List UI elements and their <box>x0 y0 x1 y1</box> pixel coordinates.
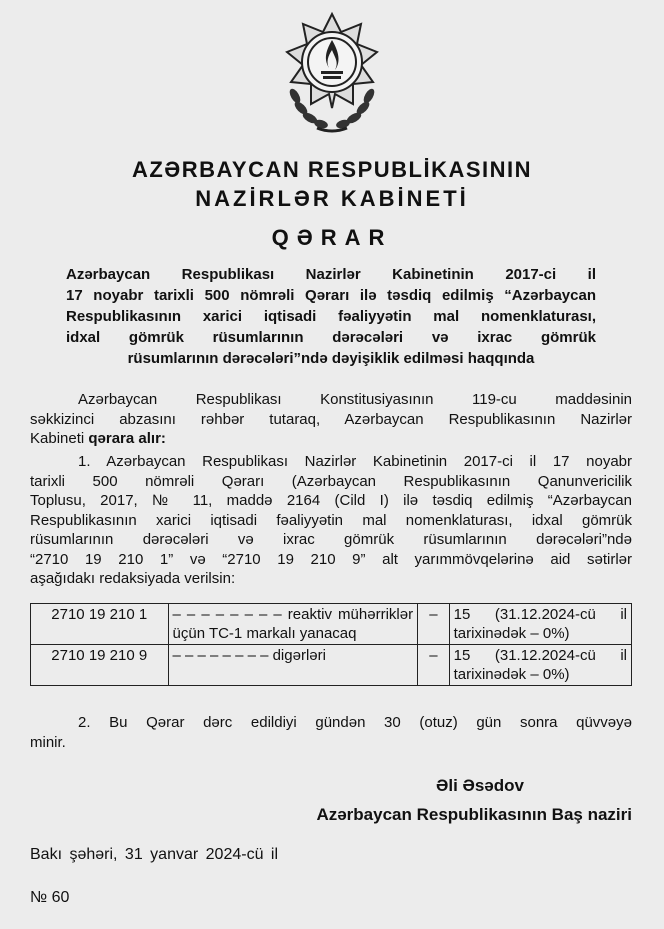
item1-line: Toplusu, 2017, № 11, maddə 2164 (Cild I) ilə təsdiq edilmiş “Azərbaycan <box>30 492 632 509</box>
tariff-unit-cell: – <box>418 645 450 686</box>
preamble-line: səkkizinci abzasını rəhbər tutaraq, Azərbaycan Respublikasının Nazirlər <box>30 410 632 428</box>
item1-line: rüsumlarının dərəcələri və ixrac gömrük rüsumlarının dərəcələri”ndə <box>30 531 632 548</box>
tariff-code-cell: 2710 19 210 1 <box>31 604 169 645</box>
tariff-description-cell: – – – – – – – – digərləri <box>168 645 418 686</box>
subject-line: rüsumlarının dərəcələri”ndə dəyişiklik edilməsi haqqında <box>127 350 535 367</box>
signatory-name: Əli Əsədov <box>436 776 524 795</box>
tariff-rate-cell: 15 (31.12.2024-cü il tarixinədək – 0%) <box>449 604 631 645</box>
item2-paragraph <box>30 713 632 752</box>
item1-line: 1. Azərbaycan Respublikası Nazirlər Kabinetinin 2017-ci il 17 noyabr <box>78 453 632 470</box>
tariff-unit-cell: – <box>418 604 450 645</box>
item1-line: Respublikasının xarici iqtisadi fəaliyyətin mal nomenklaturası, idxal gömrük <box>30 511 632 529</box>
tariff-code-cell: 2710 19 210 9 <box>31 645 169 686</box>
signatory-title: Azərbaycan Respublikasının Baş naziri <box>316 805 632 824</box>
subject-line: idxal gömrük rüsumlarının dərəcələri və ixrac gömrük <box>66 329 596 346</box>
subject-line: Azərbaycan Respublikası Nazirlər Kabinetinin 2017-ci il <box>66 266 596 283</box>
state-emblem-icon <box>277 10 387 138</box>
issuer-title-line1: AZƏRBAYCAN RESPUBLİKASININ <box>131 157 533 182</box>
table-row <box>31 645 632 686</box>
decision-subject <box>66 264 596 369</box>
preamble-decision-phrase: qərara alır: <box>88 430 166 447</box>
issuer-title-line2: NAZİRLƏR KABİNETİ <box>195 186 469 211</box>
item1-paragraph <box>30 452 632 589</box>
table-row <box>31 604 632 645</box>
item1-line: “2710 19 210 1” və “2710 19 210 9” alt yarımmövqelərinə aid sətirlər <box>30 550 632 568</box>
item1-line: aşağıdakı redaksiyada verilsin: <box>30 570 236 587</box>
tariff-rate-cell: 15 (31.12.2024-cü il tarixinədək – 0%) <box>449 645 631 686</box>
item2-line: minir. <box>30 733 66 751</box>
preamble-prefix: Kabineti <box>30 430 89 447</box>
subject-line: Respublikasının xarici iqtisadi fəaliyyətin mal nomenklaturası, <box>66 308 596 325</box>
place-and-date: Bakı şəhəri, 31 yanvar 2024-cü il <box>30 846 279 863</box>
tariff-table <box>30 603 632 686</box>
decision-number: № 60 <box>30 889 70 906</box>
preamble-line: Azərbaycan Respublikası Konstitusiyasının 119-cu maddəsinin <box>78 391 632 408</box>
item2-line: 2. Bu Qərar dərc edildiyi gündən 30 (otuz) gün sonra qüvvəyə <box>78 714 632 731</box>
document-type-title: QƏRAR <box>271 225 393 250</box>
preamble-paragraph <box>30 390 632 449</box>
tariff-description-cell: – – – – – – – – reaktiv mühərriklər üçün TC-1 markalı yanacaq <box>168 604 418 645</box>
preamble-line-last <box>30 429 632 449</box>
subject-line: 17 noyabr tarixli 500 nömrəli Qərarı ilə təsdiq edilmiş “Azərbaycan <box>66 287 596 304</box>
item1-line: tarixli 500 nömrəli Qərarı (Azərbaycan Respublikasının Qanunvericilik <box>30 472 632 490</box>
